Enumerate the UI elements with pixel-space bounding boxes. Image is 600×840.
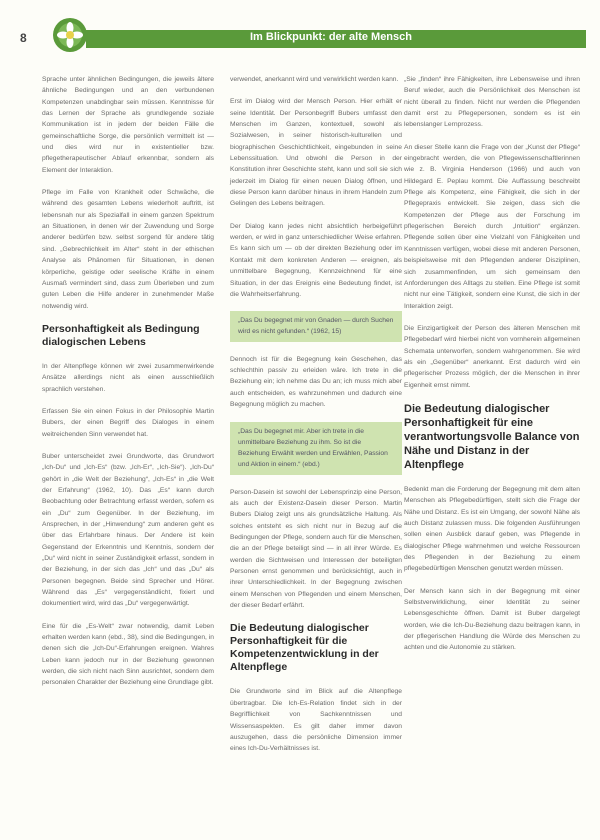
paragraph: Die Grundworte sind im Blick auf die Altenpflege übertragbar. Die Ich-Es-Relation findet sich in der Begrifflichkeit von Sachkenntnissen und Wissensaspekten. Es gilt daher immer davon auszugehen, dass die persönliche Dimension immer eines Ich-Du-Verhältnisses ist. xyxy=(230,688,402,753)
paragraph: Sprache unter ähnlichen Bedingungen, die jeweils ältere ähnliche Bedingungen und an den verbundenen Kompetenzen unabdingbar sein müssen. Kenntnisse für das Lernen der Sprache als grundlegende soziale Kommunikation ist in jedem der beiden Fälle die gemeinschaftliche Sorge, die persönlich vermittelt ist — und dies wird nur in existentieller bzw. pflegetherapeutischer Ablauf erkennbar, sondern als Element der Interaktion. xyxy=(42,76,214,174)
paragraph: Pflege im Falle von Krankheit oder Schwäche, die während des gesamten Lebens wiederholt auftritt, ist lebensnah nur als Spezialfall in einem ganzen Spektrum an Situationen, in denen wir der Zuwendung und Sorge anderer bedürfen bzw. selbst sorgend für andere tätig sind. „Gebrechlichkeit im Alter“ steht in der ethischen Analyse als Phänomen für Situationen, in denen körperliche, geistige oder seelische Kräfte in einem Ausmaß vermindert sind, dass zum Überleben und zum guten Leben die Hilfe anderer in zunehmender Maße notwendig wird. xyxy=(42,189,214,310)
flower-logo-icon xyxy=(52,17,88,53)
quote-box: „Das Du begegnet mir von Gnaden — durch Suchen wird es nicht gefunden.“ (1962, 15) xyxy=(230,311,402,342)
paragraph: Der Dialog kann jedes nicht absichtlich herbeigeführt werden, er wird in ganz unterschiedlicher Weise erfahren. Es kann sich um — ob der direkten Beziehung oder im Kontakt mit dem konkreten Anderen — ereignen, als unmittelbare Begegnung, Kennzeichnend für eine Situation, in der das Ereignis eine Bedeutung findet, ist die Wahrheitserfahrung. xyxy=(230,222,402,298)
section-heading: Die Bedeutung dialogischer Personhaftigkeit für die Kompetenzentwicklung in der Altenpflege xyxy=(230,622,379,674)
header-title: Im Blickpunkt: der alte Mensch xyxy=(250,31,412,43)
paragraph: Die Einzigartigkeit der Person des älteren Menschen mit Pflegebedarf wird hierbei nicht von vornherein allgemeinen Schemata unterworfen, sondern wahrgenommen. Sie wird als ein „Gegenüber“ anerkannt. Erst dadurch wird ein pflegerischer Prozess möglich, der die Menschen in ihrer Eigenheit ernst nimmt. xyxy=(404,324,580,389)
page-header xyxy=(0,28,600,50)
paragraph: An dieser Stelle kann die Frage von der „Kunst der Pflege“ eingebracht werden, die von Pflegewissenschaftlerinnen wie z. B. Virginia Henderson (1966) und auch von Hildegard E. Peplau kommt. Die Auffassung beschreibt Pflege als Kompetenz, eine Fähigkeit, die sich in der Pflegepraxis entwickelt. Sie zeigen, dass sich die Kompetenzen der Pflege aus der Forschung im pflegerischen Bereich durch „Intuition“ ergänzen. Pflegende sollen über eine Vielzahl von Fähigkeiten und Kenntnissen verfügen, wobei diese mit anderen Personen, beispielsweise mit den Pflegenden anderer Disziplinen, sich zusammenfinden, um sich gemeinsam den Anforderungen des Alltags zu stellen. Eine Pflege ist somit nicht nur eine Tätigkeit, sondern eine Kunst, die sich in der Interaktion zeigt. xyxy=(404,143,580,310)
section-heading: Personhaftigkeit als Bedingung dialogischen Lebens xyxy=(42,322,200,348)
paragraph: Dennoch ist für die Begegnung kein Geschehen, das schlechthin passiv zu erleiden wäre. Ich trete in die Beziehung ein; ich nehme das Du an; ich muss mich aber auch entscheiden, es wahrzunehmen und dadurch eine Begegnung möglich zu machen. xyxy=(230,355,402,409)
paragraph: Erst im Dialog wird der Mensch Person. Hier erhält er seine Identität. Der Personbegriff Bubers umfasst den Menschen im Ganzen, kontextuell, sowohl als Sozialwesen, in seiner historisch-kulturellen und biographischen Geschichtlichkeit, eingebunden in seine Lebenssituation. Und obwohl die Person in der Konstitution ihrer Geschichte steht, kann und soll sie sich jederzeit im Dialog für einen neuen Dialog öffnen, und diese Person kann darüber hinaus in ihrem Handeln zum Gelingen des Lebens beitragen. xyxy=(230,98,402,208)
paragraph: Bedenkt man die Forderung der Begegnung mit dem alten Menschen als Pflegebedürftigen, stellt sich die Frage der Nähe und Distanz. Es ist ein Umgang, der sowohl Nähe als auch Distanz zulassen muss. Die folgenden Ausführungen sollen einen Ausblick darauf geben, was Pflegende in dialogischer Pflege wahrnehmen und welche Ressourcen des Pflegenden in der Beziehung zu einem pflegebedürftigen Menschen genutzt werden müssen. xyxy=(404,485,580,573)
paragraph: „Sie „finden“ ihre Fähigkeiten, ihre Lebensweise und ihren Beruf wieder, auch die Persönlichkeit des Menschen ist nicht überall zu finden. Nicht nur werden die Pflegenden damit erst zu Pflegepersonen, sondern es ist ein lebenslanger Lernprozess. xyxy=(404,76,580,129)
section-heading: Die Bedeutung dialogischer Personhaftigkeit für eine verantwortungsvolle Balance von Nähe und Distanz in der Altenpflege xyxy=(404,402,580,471)
paragraph: In der Altenpflege können wir zwei zusammenwirkende Ansätze allerdings nicht als einen ausschließlich sprachlich verstehen. xyxy=(42,362,214,393)
paragraph: verwendet, anerkannt wird und verwirklicht werden kann. xyxy=(230,76,399,83)
paragraph: Eine für die „Es-Welt“ zwar notwendig, damit Leben erhalten werden kann (ebd., 38), sind die Bedingungen, in denen sich die „Ich-Du“-Erfahrungen ereignen. Wahres Leben kann jedoch nur in der Beziehung gewonnen werden, die sich nicht nach Sinn ausrichtet, sondern dem personalen Charakter der Beziehung eine Grundlage gibt. xyxy=(42,622,214,687)
quote-box: „Das Du begegnet mir. Aber ich trete in die unmittelbare Beziehung zu ihm. So ist die Beziehung Erwählt werden und Erwählen, Passion und Aktion in einem.“ (ebd.) xyxy=(230,422,402,475)
column-1 xyxy=(42,74,214,700)
paragraph: Erfassen Sie ein einen Fokus in der Philosophie Martin Bubers, der einen Begriff des Dialoges in einem weitreichenden Sinn verwendet hat. xyxy=(42,407,214,438)
paragraph: Buber unterscheidet zwei Grundworte, das Grundwort „Ich-Du“ und „Ich-Es“ (bzw. „Ich-Er“, „Ich-Sie“). „Ich-Du“ gehört in „die Welt der Beziehung“, „Ich-Es“ in „die Welt der Erfahrung“ (1962, 10). Das „Es“ kann durch Beobachtung oder Betrachtung erfasst werden, sofern es ein „Du“ zum Gegenüber. In der Beziehung, im Ansprechen, in der „Hinwendung“ zum anderen geht es über das Erfahrbare hinaus. Der Andere ist kein Gegenstand der Erkenntnis und Kenntnis, sondern der „Du“ wird nicht in seiner Zuständigkeit erfasst, sondern in der Beziehung, in der sich das „Ich“ und das „Du“ als Personen begegnen. Beide sind Sprecher und Hörer. Während das „Es“ vergegenständlicht, fixiert und dokumentiert wird, wird das „Du“ vergegenwärtigt. xyxy=(42,452,214,608)
column-2 xyxy=(230,74,402,766)
page-number: 8 xyxy=(20,31,27,45)
paragraph: Der Mensch kann sich in der Begegnung mit einer Selbstverwirklichung, einer Identität zu seiner Lebensgeschichte öffnen. Damit ist Buber dargelegt worden, wie die Ich-Du-Beziehung dazu beitragen kann, in der pflegerischen Handlung die Würde des Menschen zu achten und die Autonomie zu stärken. xyxy=(404,587,580,652)
paragraph: Person-Dasein ist sowohl der Lebensprinzip eine Person, als auch der Existenz-Dasein dieser Person. Martin Bubers Dialog zeigt uns als grundsätzliche Haltung. Als solches entsteht es sich nicht nur in Bezug auf die Bedingungen der Pflege, sondern auch für die Menschen, die an der Pflege beteiligt sind — in all ihrer Würde. Es werden die Sichtweisen und Interessen der beteiligten Personen ernst genommen und berücksichtigt, auch in ihrer Unterschiedlichkeit. In der Begegnung zwischen einem Menschen von Pflegenden und einem Menschen, der dieser Bedarf erfährt. xyxy=(230,488,402,610)
column-3 xyxy=(404,74,580,665)
